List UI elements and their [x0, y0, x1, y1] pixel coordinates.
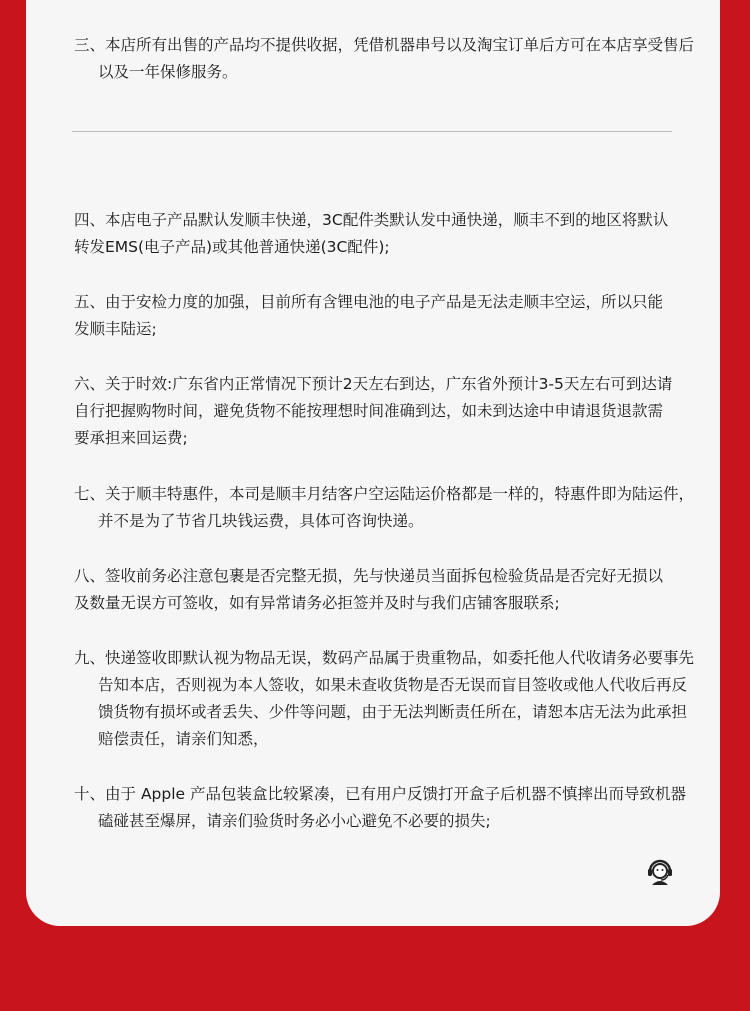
notice-number: 六、: [74, 375, 106, 393]
notice-number: 十、: [74, 785, 106, 803]
notice-text: 本店电子产品默认发顺丰快递，3C配件类默认发中通快递，顺丰不到的地区将默认转发EMS(电子产品)或其他普通快递(3C配件);: [74, 211, 669, 256]
notice-text: 签收前务必注意包裹是否完整无损，先与快递员当面拆包检验货品是否完好无损以及数量无误方可签收，如有异常请务必拒签并及时与我们店铺客服联系;: [74, 567, 664, 612]
notice-item-8: [74, 563, 674, 617]
notice-number: 五、: [74, 293, 106, 311]
notice-number: 四、: [74, 211, 106, 229]
notice-text: 本店所有出售的产品均不提供收据，凭借机器串号以及淘宝订单后方可在本店享受售后以及一年保修服务。: [98, 36, 695, 81]
notice-text: 快递签收即默认视为物品无误，数码产品属于贵重物品，如委托他人代收请务必要事先告知本店，否则视为本人签收，如果未查收货物是否无误而盲目签收或他人代收后再反馈货物有损坏或者丢失、少件等问题，由于无法判断责任所在，请恕本店无法为此承担赔偿责任，请亲们知悉，: [98, 649, 695, 748]
notice-item-3: [74, 32, 698, 86]
notice-number: 三、: [74, 36, 106, 54]
notice-number: 九、: [74, 649, 106, 667]
notice-text: 关于顺丰特惠件，本司是顺丰月结客户空运陆运价格都是一样的，特惠件即为陆运件，并不是为了节省几块钱运费，具体可咨询快递。: [98, 485, 695, 530]
left-red-border: [0, 0, 26, 1011]
notice-item-9: [74, 645, 698, 753]
notice-card: [26, 0, 720, 926]
section-divider: [72, 131, 672, 132]
notice-text: 由于 Apple 产品包装盒比较紧凑，已有用户反馈打开盒子后机器不慎摔出而导致机器磕碰甚至爆屏，请亲们验货时务必小心避免不必要的损失;: [98, 785, 686, 830]
notice-item-10: [74, 781, 698, 835]
notice-text: 关于时效:广东省内正常情况下预计2天左右到达，广东省外预计3-5天左右可到达请自行把握购物时间，避免货物不能按理想时间准确到达，如未到达途中申请退货退款需要承担来回运费;: [74, 375, 673, 447]
notice-item-6: [74, 371, 674, 452]
notice-item-7: [74, 481, 698, 535]
notice-item-5: [74, 289, 674, 343]
notice-number: 八、: [74, 567, 106, 585]
notice-item-4: [74, 207, 674, 261]
customer-service-headset-icon[interactable]: [646, 856, 674, 886]
notice-text: 由于安检力度的加强，目前所有含锂电池的电子产品是无法走顺丰空运，所以只能发顺丰陆运;: [74, 293, 664, 338]
notice-number: 七、: [74, 485, 106, 503]
